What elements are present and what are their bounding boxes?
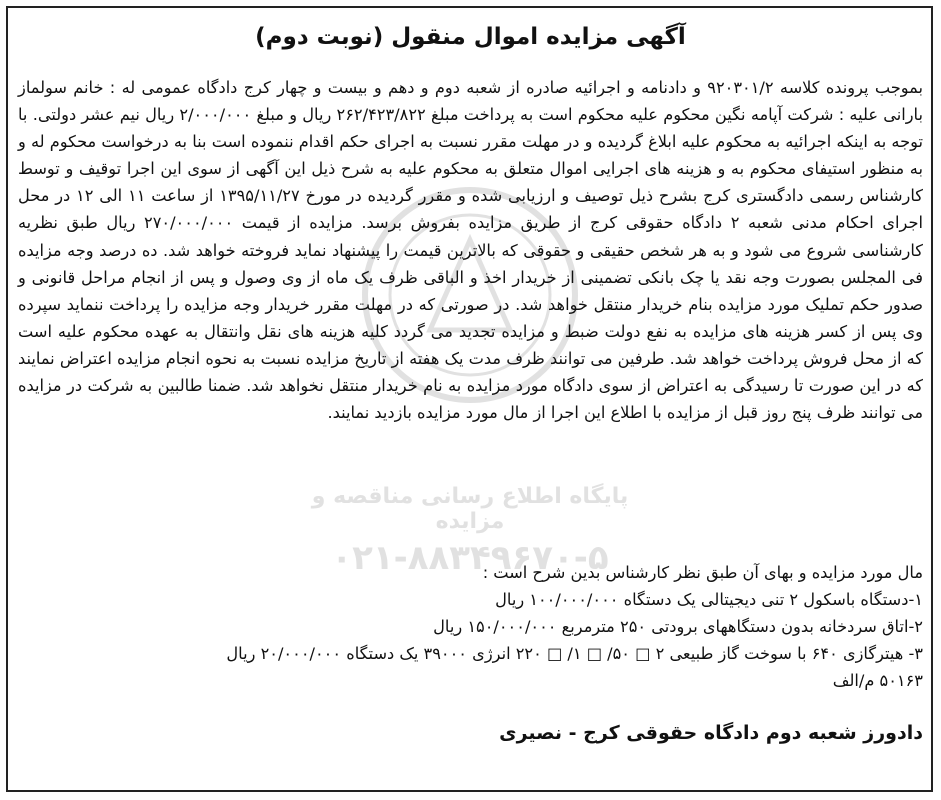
items-section (18, 559, 923, 694)
watermark-text: پایگاه اطلاع رسانی مناقصه و مزایده (311, 484, 629, 534)
notice-title: آگهی مزایده اموال منقول (نوبت دوم) (255, 24, 686, 50)
items-intro: مال مورد مزایده و بهای آن طبق نظر کارشناس بدین شرح است : (482, 563, 923, 582)
list-item: ۲-اتاق سردخانه بدون دستگاههای برودتی ۲۵۰ مترمربع ۱۵۰/۰۰۰/۰۰۰ ریال (433, 617, 923, 637)
list-item: ۳- هیترگازی ۶۴۰ با سوخت گاز طبیعی ۲ □ ۵۰/ □ ۱/ □ ۲۲۰ انرژی ۳۹۰۰۰ یک دستگاه ۲۰/۰۰۰/۰۰۰ ریال (226, 644, 923, 664)
signature-line: دادورز شعبه دوم دادگاه حقوقی کرج - نصیری (499, 722, 923, 744)
notice-body: بموجب پرونده کلاسه ۹۲۰۳۰۱/۲ و دادنامه و اجرائیه صادره از شعبه دوم و دهم و بیست و چهار کرج دادگاه عمومی له : خانم سولماز بارانی علیه : شرکت آپامه نگین محکوم علیه محکوم است به پرداخت مبلغ ۲۶۲/۴۲۳/۸۲۲ ریال و مبلغ ۲/۰۰۰/۰۰۰ ریال نیم عشر دولتی. با توجه به اینکه اجرائیه به محکوم علیه ابلاغ گردیده و در مهلت مقرر نسبت به اجرای حکم اقدام ننموده است بنا به درخواست محکوم له و به منظور استیفای محکوم به و هزینه های اجرایی اموال متعلق به محکوم علیه به شرح ذیل این آگهی از سوی این اجرا توقیف و توسط کارشناس رسمی دادگستری کرج بشرح ذیل توصیف و ارزیابی شده و مقرر گردیده در مورخ ۱۳۹۵/۱۱/۲۷ از ساعت ۱۱ الی ۱۲ در محل اجرای احکام مدنی شعبه ۲ دادگاه حقوقی کرج از طریق مزایده بفروش برسد. مزایده از قیمت ۲۷۰/۰۰۰/۰۰۰ ریال طبق نظریه کارشناسی شروع می شود و به هر شخص حقیقی و حقوقی که بالاترین قیمت را پیشنهاد نماید فروخته خواهد شد. ده درصد وجه مزایده فی المجلس بصورت وجه نقد یا چک بانکی تضمینی از خریدار اخذ و الباقی ظرف یک ماه از وی وصول و پس از انجام مراحل قانونی و صدور حکم تملیک مورد مزایده بنام خریدار منتقل خواهد شد. در صورتی که در مهلت مقرر خریدار وجه مزایده را پرداخت ننماید سپرده وی پس از کسر هزینه های مزایده به نفع دولت ضبط و مزایده تجدید می گردد کلیه هزینه های نقل وانتقال به عهده محکوم علیه است که از محل فروش پرداخت خواهد شد. طرفین می توانند ظرف مدت یک هفته از تاریخ مزایده نسبت به نحوه انجام مزایده اعتراض نمایند که در این صورت تا رسیدگی به اعتراض از سوی دادگاه مورد مزایده به نام خریدار منتقل نخواهد شد. ضمنا طالبین به شرکت در مزایده می توانند ظرف پنج روز قبل از مزایده با اطلاع این اجرا از مال مورد مزایده بازدید نمایند. (18, 78, 923, 423)
list-item: ۱-دستگاه باسکول ۲ تنی دیجیتالی یک دستگاه ۱۰۰/۰۰۰/۰۰۰ ریال (495, 590, 923, 610)
watermark-phone: ۰۲۱-۸۸۳۴۹۶۷۰-۵ (331, 538, 609, 578)
reference-number: ۵۰۱۶۳ م/الف (832, 671, 923, 691)
